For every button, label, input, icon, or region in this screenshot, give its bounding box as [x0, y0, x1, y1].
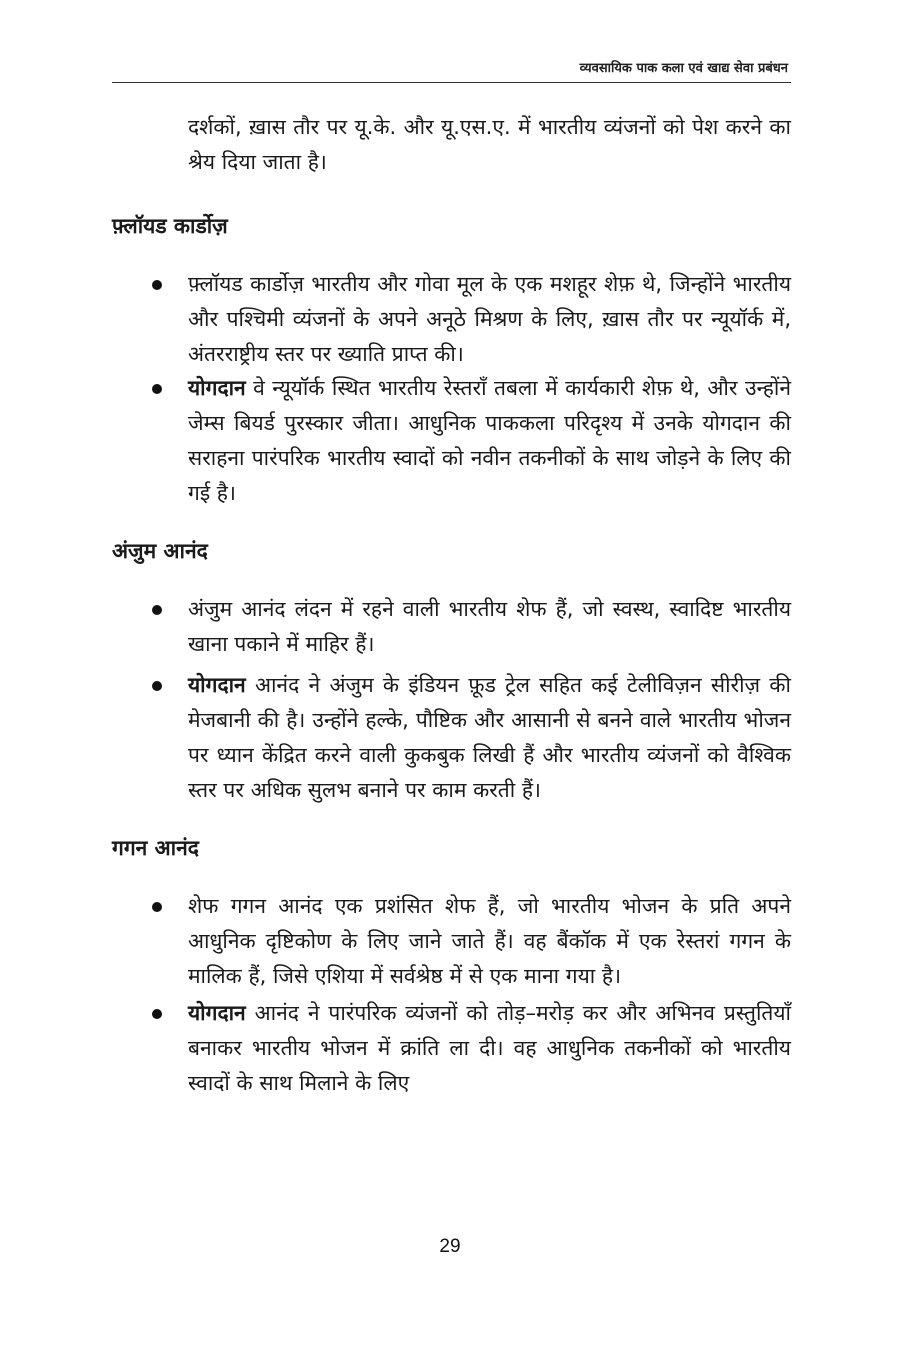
- bullet-icon: [152, 605, 162, 615]
- bullet-list-anjum: [112, 592, 791, 808]
- list-item: [112, 267, 791, 372]
- bullet-text: फ़्लॉयड कार्डोज़ भारतीय और गोवा मूल के एक मशहूर शेफ़ थे, जिन्होंने भारतीय और पश्चिमी व्यंजनों के अपने अनूठे मिश्रण के लिए, ख़ास तौर पर न्यूयॉर्क में, अंतरराष्ट्रीय स्तर पर ख्याति प्राप्त की।: [188, 272, 791, 366]
- intro-block: [112, 110, 791, 180]
- page-number: 29: [439, 1236, 461, 1257]
- page-content: [112, 110, 791, 1101]
- section-heading-anjum: अंजुम आनंद: [112, 539, 208, 563]
- list-item: [112, 371, 791, 511]
- bullet-icon: [152, 902, 162, 912]
- header-rule: [112, 82, 791, 83]
- bullet-text: वे न्यूयॉर्क स्थित भारतीय रेस्तराँ तबला में कार्यकारी शेफ़ थे, और उन्होंने जेम्स बियर्ड पुरस्कार जीता। आधुनिक पाककला परिदृश्य में उनके योगदान की सराहना पारंपरिक भारतीय स्वादों को नवीन तकनीकों के साथ जोड़ने के लिए की गई है।: [188, 376, 791, 505]
- section-heading-gaggan: गगन आनंद: [112, 836, 199, 860]
- list-item: [112, 592, 791, 662]
- bullet-icon: [152, 384, 162, 394]
- bullet-icon: [152, 1009, 162, 1019]
- section-heading-floyd: फ़्लॉयड कार्डोज़: [112, 214, 228, 238]
- intro-paragraph: दर्शकों, ख़ास तौर पर यू.के. और यू.एस.ए. में भारतीय व्यंजनों को पेश करने का श्रेय दिया जाता है।: [188, 115, 791, 174]
- bullet-icon: [152, 280, 162, 290]
- bullet-icon: [152, 681, 162, 691]
- bullet-text: आनंद ने अंजुम के इंडियन फ़ूड ट्रेल सहित कई टेलीविज़न सीरीज़ की मेजबानी की है। उन्होंने हल्के, पौष्टिक और आसानी से बनने वाले भारतीय भोजन पर ध्यान केंद्रित करने वाली कुकबुक लिखी हैं और भारतीय व्यंजनों को वैश्विक स्तर पर अधिक सुलभ बनाने पर काम करती हैं।: [188, 673, 791, 802]
- list-item: [112, 996, 791, 1101]
- list-item: [112, 668, 791, 808]
- bullet-text: अंजुम आनंद लंदन में रहने वाली भारतीय शेफ हैं, जो स्वस्थ, स्वादिष्ट भारतीय खाना पकाने में माहिर हैं।: [188, 597, 791, 656]
- bullet-list-floyd: [112, 267, 791, 511]
- list-item: [112, 889, 791, 994]
- bullet-label: योगदान: [188, 1001, 246, 1025]
- bullet-list-gaggan: [112, 889, 791, 1101]
- running-header: व्यवसायिक पाक कला एवं खाद्य सेवा प्रबंधन: [579, 61, 788, 76]
- bullet-text: आनंद ने पारंपरिक व्यंजनों को तोड़–मरोड़ कर और अभिनव प्रस्तुतियाँ बनाकर भारतीय भोजन में क्रांति ला दी। वह आधुनिक तकनीकों को भारतीय स्वादों के साथ मिलाने के लिए: [188, 1001, 791, 1095]
- bullet-text: शेफ गगन आनंद एक प्रशंसित शेफ हैं, जो भारतीय भोजन के प्रति अपने आधुनिक दृष्टिकोण के लिए जाने जाते हैं। वह बैंकॉक में एक रेस्तरां गगन के मालिक हैं, जिसे एशिया में सर्वश्रेष्ठ में से एक माना गया है।: [188, 894, 791, 988]
- bullet-label: योगदान: [188, 376, 246, 400]
- bullet-label: योगदान: [188, 673, 246, 697]
